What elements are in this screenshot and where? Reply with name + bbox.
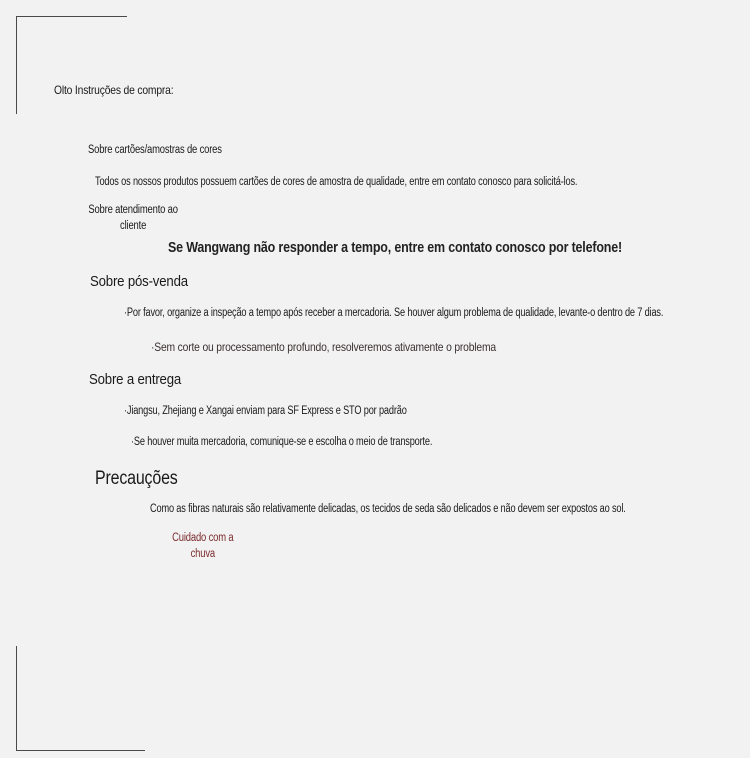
section-text-delivery-default: ·Jiangsu, Zhejiang e Xangai enviam para SF Express e STO por padrão xyxy=(124,405,407,417)
section-heading-after-sales: Sobre pós-venda xyxy=(90,273,188,290)
section-heading-color-cards: Sobre cartões/amostras de cores xyxy=(88,144,222,156)
frame-top-left-vertical xyxy=(16,16,17,114)
section-text-delivery-transport: ·Se houver muita mercadoria, comunique-se e escolha o meio de transporte. xyxy=(131,436,433,448)
section-text-precautions-sun: Como as fibras naturais são relativamente delicadas, os tecidos de seda são delicados e não devem ser expostos ao sol. xyxy=(150,503,626,515)
section-heading-customer-service: Sobre atendimento ao cliente xyxy=(88,204,178,232)
section-heading-precautions: Precauções xyxy=(95,468,178,489)
frame-bottom-left-horizontal xyxy=(16,750,145,751)
frame-top-left-horizontal xyxy=(16,16,127,17)
page-title: Olto Instruções de compra: xyxy=(54,83,174,97)
section-text-after-sales-inspection: ·Por favor, organize a inspeção a tempo após receber a mercadoria. Se houver algum problema de qualidade, levante-o dentro de 7 dias. xyxy=(124,307,664,319)
section-text-color-cards: Todos os nossos produtos possuem cartões de cores de amostra de qualidade, entre em contato conosco para solicitá-los. xyxy=(95,176,578,188)
section-heading-delivery: Sobre a entrega xyxy=(89,371,182,388)
section-text-customer-service: Se Wangwang não responder a tempo, entre em contato conosco por telefone! xyxy=(168,240,622,256)
section-text-precautions-rain: Cuidado com a chuva xyxy=(172,532,234,560)
frame-bottom-left-vertical xyxy=(16,646,17,750)
section-text-after-sales-resolution: ·Sem corte ou processamento profundo, resolveremos ativamente o problema xyxy=(151,340,496,354)
